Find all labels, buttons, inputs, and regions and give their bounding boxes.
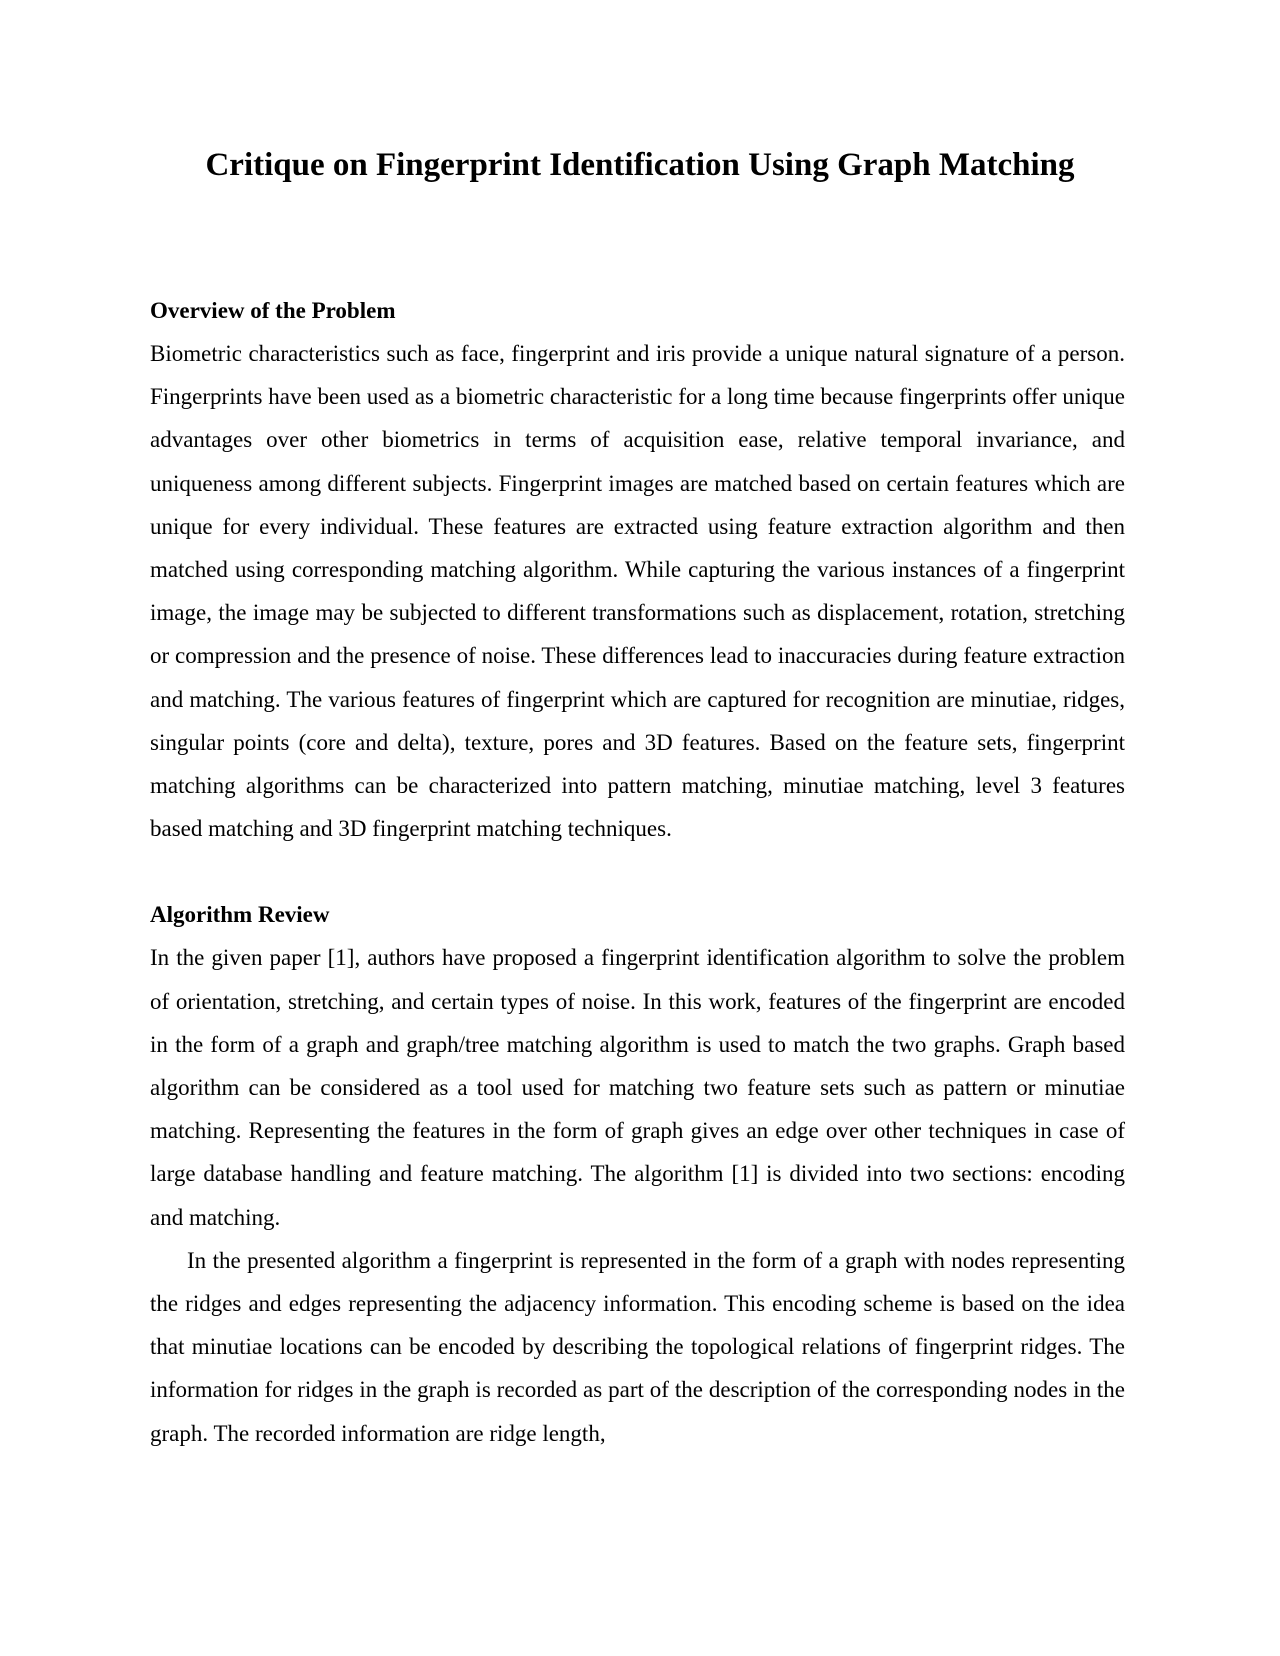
paragraph: Biometric characteristics such as face, fingerprint and iris provide a unique natural signature of a person. Fingerprints have been used as a biometric characteristic for a long time because fingerprints offer unique advantages over other biometrics in terms of acquisition ease, relative temporal invariance, and uniqueness among different subjects. Fingerprint images are matched based on certain features which are unique for every individual. These features are extracted using feature extraction algorithm and then matched using corresponding matching algorithm. While capturing the various instances of a fingerprint image, the image may be subjected to different transformations such as displacement, rotation, stretching or compression and the presence of noise. These differences lead to inaccuracies during feature extraction and matching. The various features of fingerprint which are captured for recognition are minutiae, ridges, singular points (core and delta), texture, pores and 3D features. Based on the feature sets, fingerprint matching algorithms can be characterized into pattern matching, minutiae matching, level 3 features based matching and 3D fingerprint matching techniques. <box>150 341 1125 842</box>
section-overview <box>150 289 1125 850</box>
document-title: Critique on Fingerprint Identification Using Graph Matching <box>205 147 1075 183</box>
paragraph: In the given paper [1], authors have proposed a fingerprint identification algorithm to solve the problem of orientation, stretching, and certain types of noise. In this work, features of the fingerprint are encoded in the form of a graph and graph/tree matching algorithm is used to match the two graphs. Graph based algorithm can be considered as a tool used for matching two feature sets such as pattern or minutiae matching. Representing the features in the form of graph gives an edge over other techniques in case of large database handling and feature matching. The algorithm [1] is divided into two sections: encoding and matching. <box>150 945 1125 1230</box>
section-heading: Algorithm Review <box>150 902 330 928</box>
document-body <box>150 289 1125 1455</box>
paragraph: In the presented algorithm a fingerprint is represented in the form of a graph with nodes representing the ridges and edges representing the adjacency information. This encoding scheme is based on the idea that minutiae locations can be encoded by describing the topological relations of fingerprint ridges. The information for ridges in the graph is recorded as part of the description of the corresponding nodes in the graph. The recorded information are ridge length, <box>150 1247 1125 1446</box>
section-algorithm-review <box>150 893 1125 1454</box>
section-spacer <box>150 850 1125 893</box>
section-heading: Overview of the Problem <box>150 298 396 323</box>
